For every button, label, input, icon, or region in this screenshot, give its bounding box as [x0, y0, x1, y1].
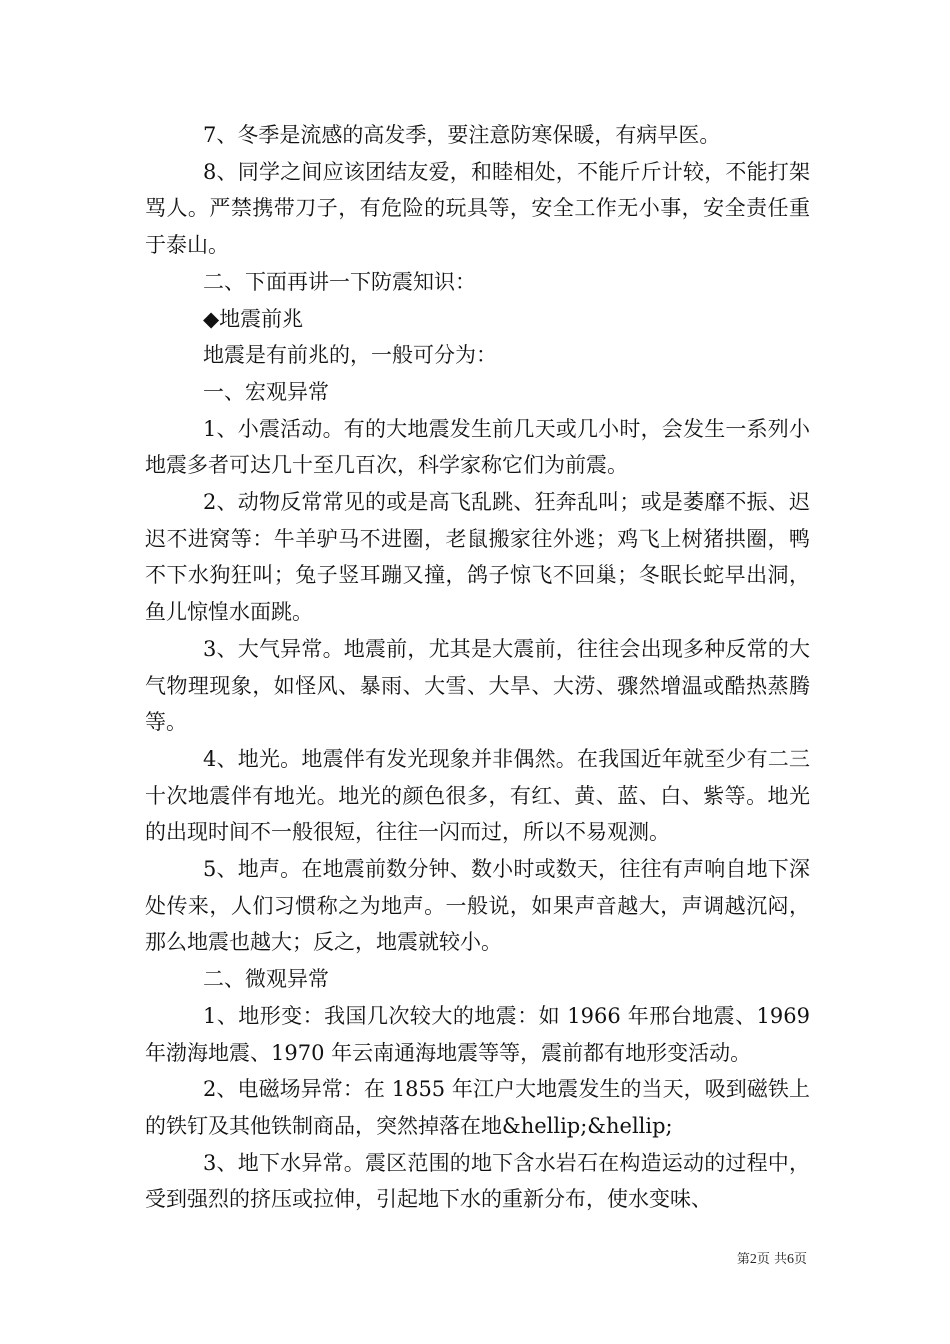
paragraph-classmates-unity: 8、同学之间应该团结友爱，和睦相处，不能斤斤计较，不能打架骂人。严禁携带刀子，有危险的玩具等，安全工作无小事，安全责任重于泰山。 [145, 159, 810, 258]
paragraph-earthquake-sounds: 5、地声。在地震前数分钟、数小时或数天，往往有声响自地下深处传来，人们习惯称之为地声。一般说，如果声音越大，声调越沉闷，那么地震也越大；反之，地震就较小。 [145, 857, 810, 955]
paragraph-atmospheric-anomalies: 3、大气异常。地震前，尤其是大震前，往往会出现多种反常的大气物理现象，如怪风、暴雨、大雪、大旱、大涝、骤然增温或酷热蒸腾等。 [145, 636, 810, 735]
footer-total-pages: 6 [786, 1252, 794, 1267]
paragraph-precursor-intro: 地震是有前兆的，一般可分为： [203, 343, 497, 368]
heading-macro-anomalies: 一、宏观异常 [203, 379, 329, 404]
paragraph-flu-season: 7、冬季是流感的高发季，要注意防寒保暖，有病早医。 [203, 123, 721, 147]
footer-prefix: 第 [736, 1252, 750, 1267]
footer-suffix: 页 [793, 1252, 807, 1267]
paragraph-foreshocks: 1、小震活动。有的大地震发生前几天或几小时，会发生一系列小地震多者可达几十至几百次，科学家称它们为前震。 [145, 416, 810, 478]
paragraph-earthquake-lights: 4、地光。地震伴有发光现象并非偶然。在我国近年就至少有二三十次地震伴有地光。地光的颜色很多，有红、黄、蓝、白、紫等。地光的出现时间不一般很短，往往一闪而过，所以不易观测。 [145, 746, 810, 845]
heading-micro-anomalies: 二、微观异常 [203, 967, 329, 992]
heading-earthquake-knowledge: 二、下面再讲一下防震知识： [203, 269, 476, 294]
page-footer [737, 1248, 807, 1268]
paragraph-groundwater-anomalies: 3、地下水异常。震区范围的地下含水岩石在构造运动的过程中，受到强烈的挤压或拉伸，引起地下水的重新分布，使水变味、 [145, 1150, 810, 1212]
footer-middle: 页 共 [756, 1252, 787, 1267]
heading-earthquake-precursors: ◆地震前兆 [203, 306, 304, 331]
paragraph-electromagnetic-anomalies: 2、电磁场异常：在 1855 年江户大地震发生的当天，吸到磁铁上的铁钉及其他铁制商品，突然掉落在地&hellip;&hellip; [145, 1077, 810, 1138]
document-body [145, 117, 810, 1218]
paragraph-ground-deformation: 1、地形变：我国几次较大的地震：如 1966 年邢台地震、1969 年渤海地震、1970 年云南通海地震等等，震前都有地形变活动。 [145, 1003, 810, 1065]
footer-current-page: 2 [749, 1252, 757, 1267]
paragraph-animal-behavior: 2、动物反常常见的或是高飞乱跳、狂奔乱叫；或是萎靡不振、迟迟不进窝等：牛羊驴马不进圈，老鼠搬家往外逃；鸡飞上树猪拱圈，鸭不下水狗狂叫；兔子竖耳蹦又撞，鸽子惊飞不回巢；冬眠长蛇早出洞，鱼儿惊惶水面跳。 [145, 490, 810, 625]
